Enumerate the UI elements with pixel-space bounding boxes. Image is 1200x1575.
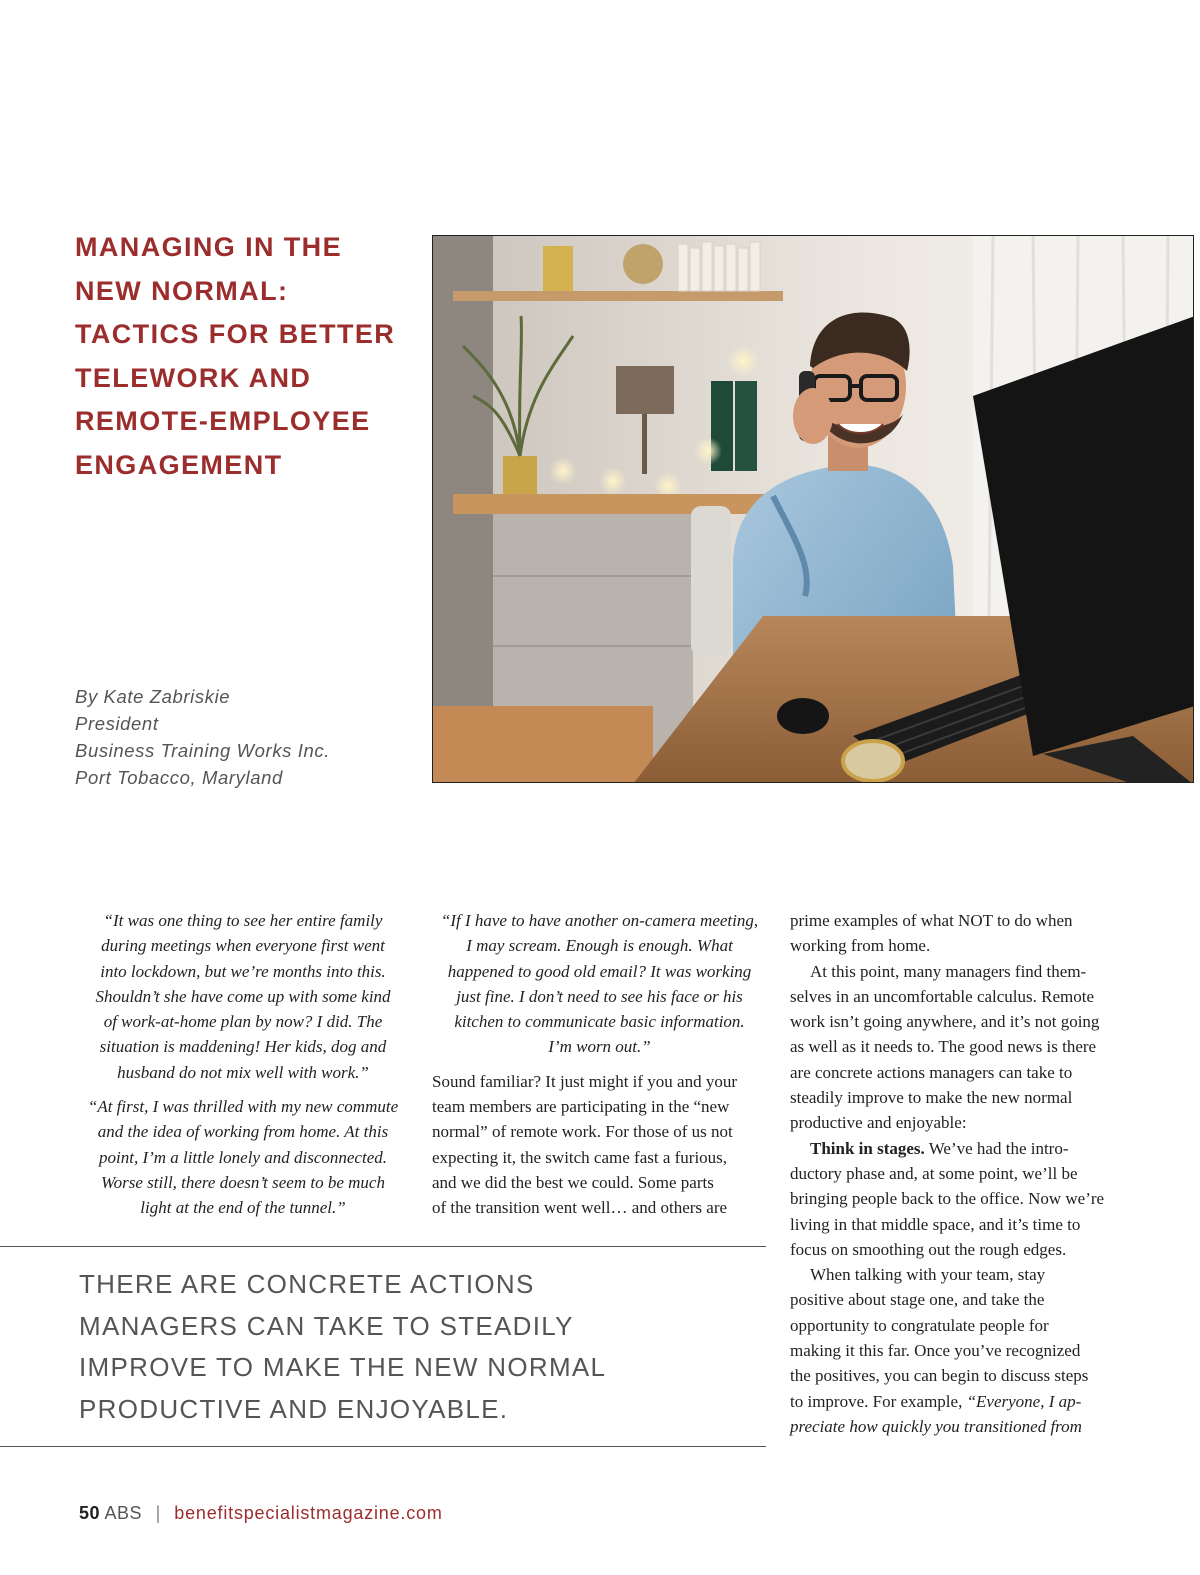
second-quote bbox=[78, 1094, 408, 1220]
body-line: bringing people back to the office. Now we’re bbox=[790, 1189, 1105, 1209]
body-line: as well as it needs to. The good news is there bbox=[790, 1037, 1097, 1057]
quote-line: during meetings when everyone first went bbox=[101, 936, 385, 956]
column-middle bbox=[432, 908, 767, 1221]
author-byline bbox=[75, 683, 415, 791]
body-line bbox=[790, 1414, 1130, 1439]
home-office-illustration bbox=[433, 236, 1194, 783]
headline-line: REMOTE-EMPLOYEE bbox=[75, 406, 371, 437]
website-link[interactable]: benefitspecialistmagazine.com bbox=[174, 1503, 443, 1523]
body-line bbox=[790, 1136, 1130, 1161]
body-line: and we did the best we could. Some parts bbox=[432, 1172, 714, 1192]
body-line: work isn’t going anywhere, and it’s not going bbox=[790, 1012, 1100, 1032]
pullquote-bottom-rule bbox=[0, 1446, 766, 1447]
body-paragraph bbox=[790, 1262, 1130, 1439]
pullquote bbox=[79, 1264, 759, 1431]
body-line: living in that middle space, and it’s time to bbox=[790, 1214, 1081, 1234]
quote-line: light at the end of the tunnel.” bbox=[140, 1198, 346, 1218]
page-number: 50 bbox=[79, 1503, 101, 1523]
author-name: By Kate Zabriskie bbox=[75, 686, 231, 707]
body-line: opportunity to congratulate people for bbox=[790, 1315, 1049, 1335]
quote-line: and the idea of working from home. At this bbox=[97, 1122, 389, 1142]
quote-line: kitchen to communicate basic information. bbox=[454, 1012, 745, 1032]
pullquote-line: PRODUCTIVE AND ENJOYABLE. bbox=[79, 1394, 509, 1425]
italic-quote: preciate how quickly you transitioned from bbox=[790, 1416, 1082, 1436]
quote-line: into lockdown, but we’re months into this. bbox=[100, 961, 386, 981]
italic-quote: “Everyone, I ap- bbox=[966, 1391, 1082, 1411]
author-company: Business Training Works Inc. bbox=[75, 740, 330, 761]
body-paragraph bbox=[790, 1136, 1130, 1262]
pullquote-line: MANAGERS CAN TAKE TO STEADILY bbox=[79, 1310, 574, 1341]
body-line: expecting it, the switch came fast a furious, bbox=[432, 1147, 728, 1167]
quote-line: happened to good old email? It was working bbox=[447, 961, 752, 981]
pullquote-top-rule bbox=[0, 1246, 766, 1247]
article-photo bbox=[432, 235, 1194, 783]
quote-line: “At first, I was thrilled with my new commute bbox=[87, 1097, 399, 1117]
author-title: President bbox=[75, 713, 159, 734]
body-line: the positives, you can begin to discuss steps bbox=[790, 1366, 1089, 1386]
body-line: selves in an uncomfortable calculus. Remote bbox=[790, 986, 1095, 1006]
body-line bbox=[790, 1389, 1130, 1414]
body-line: team members are participating in the “new bbox=[432, 1097, 730, 1117]
footer-separator: | bbox=[155, 1503, 161, 1523]
body-text: We’ve had the intro- bbox=[924, 1138, 1069, 1158]
body-line: steadily improve to make the new normal bbox=[790, 1088, 1073, 1108]
quote-line: “It was one thing to see her entire family bbox=[103, 911, 383, 930]
body-paragraph bbox=[790, 959, 1130, 1136]
author-location: Port Tobacco, Maryland bbox=[75, 767, 283, 788]
body-line: prime examples of what NOT to do when bbox=[790, 911, 1073, 930]
body-line: focus on smoothing out the rough edges. bbox=[790, 1239, 1067, 1259]
quote-line: Worse still, there doesn’t seem to be much bbox=[101, 1172, 385, 1192]
quote-line: husband do not mix well with work.” bbox=[117, 1062, 369, 1082]
third-quote bbox=[432, 908, 767, 1060]
body-line: Sound familiar? It just might if you and your bbox=[432, 1071, 738, 1091]
pullquote-line: IMPROVE TO MAKE THE NEW NORMAL bbox=[79, 1352, 607, 1383]
page-footer bbox=[79, 1503, 443, 1524]
quote-line: Shouldn’t she have come up with some kind bbox=[95, 986, 391, 1006]
body-line: productive and enjoyable: bbox=[790, 1113, 967, 1133]
body-paragraph bbox=[790, 908, 1130, 959]
body-text: to improve. For example, bbox=[790, 1391, 967, 1411]
headline-line: TACTICS FOR BETTER bbox=[75, 319, 396, 350]
body-line: making it this far. Once you’ve recognized bbox=[790, 1341, 1081, 1361]
opening-quote bbox=[78, 908, 408, 1085]
headline-line: NEW NORMAL: bbox=[75, 275, 289, 306]
magazine-name: ABS bbox=[104, 1503, 143, 1523]
body-paragraph bbox=[432, 1069, 767, 1221]
quote-line: situation is maddening! Her kids, dog and bbox=[99, 1037, 387, 1057]
body-line: At this point, many managers find them- bbox=[810, 961, 1087, 981]
quote-line: just fine. I don’t need to see his face or his bbox=[456, 986, 743, 1006]
body-line: working from home. bbox=[790, 936, 931, 956]
article-headline bbox=[75, 226, 425, 488]
quote-line: point, I’m a little lonely and disconnected. bbox=[99, 1147, 387, 1167]
body-line: are concrete actions managers can take to bbox=[790, 1062, 1073, 1082]
body-line: positive about stage one, and take the bbox=[790, 1290, 1045, 1310]
body-line: ductory phase and, at some point, we’ll be bbox=[790, 1163, 1078, 1183]
headline-line: TELEWORK AND bbox=[75, 362, 312, 393]
quote-line: I’m worn out.” bbox=[548, 1037, 651, 1057]
headline-line: MANAGING IN THE bbox=[75, 232, 342, 262]
column-quotes bbox=[78, 908, 408, 1230]
pullquote-line: THERE ARE CONCRETE ACTIONS bbox=[79, 1269, 535, 1299]
body-line: of the transition went well… and others are bbox=[432, 1198, 728, 1218]
quote-line: I may scream. Enough is enough. What bbox=[466, 936, 733, 956]
column-right bbox=[790, 908, 1130, 1439]
quote-line: “If I have to have another on-camera meeting, bbox=[440, 911, 759, 930]
headline-line: ENGAGEMENT bbox=[75, 449, 283, 480]
body-line: When talking with your team, stay bbox=[810, 1265, 1046, 1285]
subhead-think-in-stages: Think in stages. bbox=[810, 1138, 925, 1158]
body-line: normal” of remote work. For those of us not bbox=[432, 1122, 733, 1142]
quote-line: of work-at-home plan by now? I did. The bbox=[103, 1012, 383, 1032]
